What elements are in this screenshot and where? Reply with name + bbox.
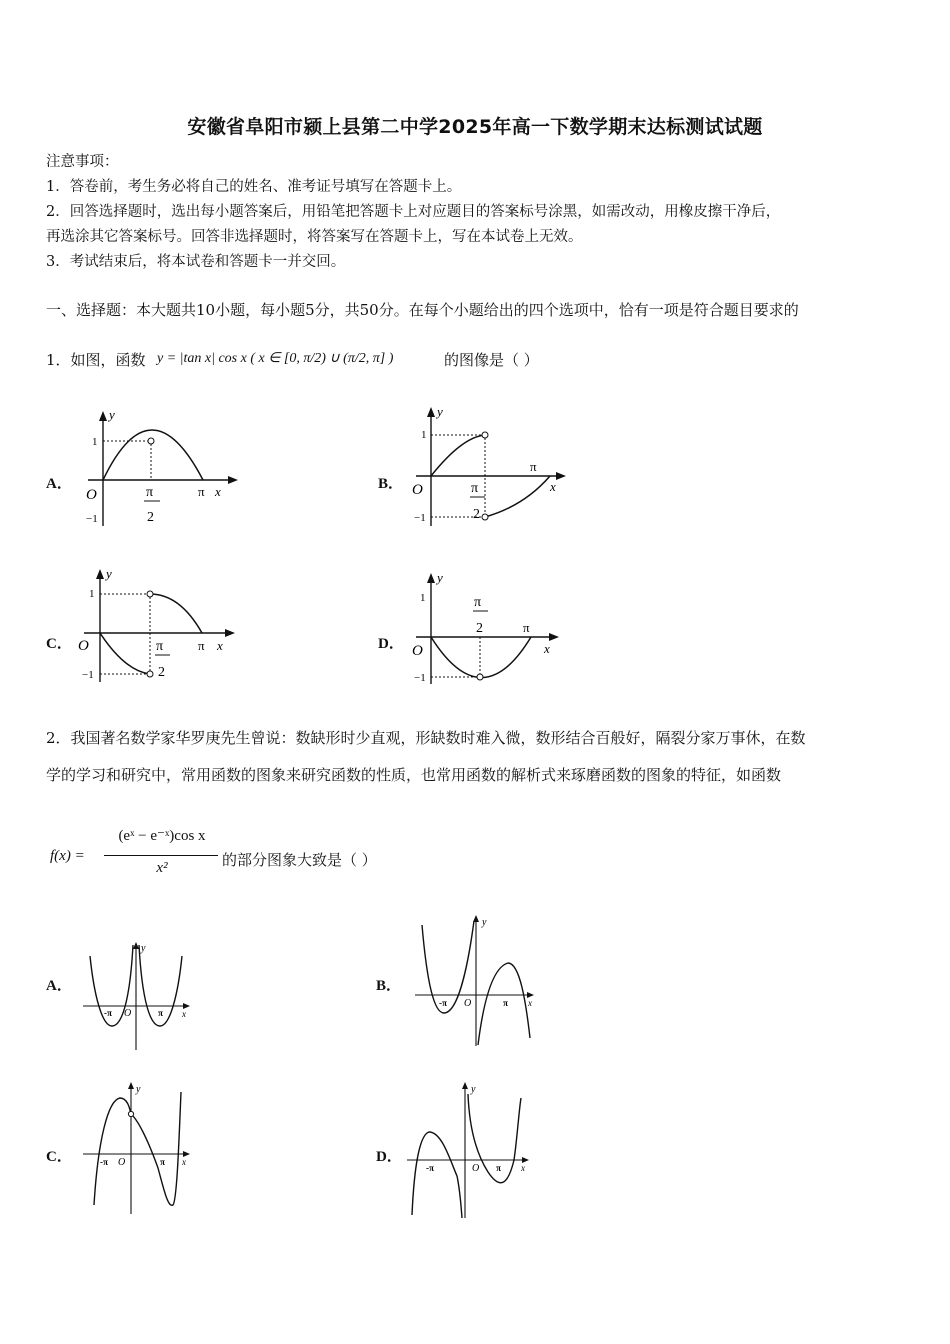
pi-label: π [198,484,205,499]
q1-graph-b [404,404,574,530]
y-arrow [133,942,139,949]
x-arrow [225,629,235,637]
x-label: x [528,998,532,1008]
q2-formula-lhs: f(x) = [50,848,85,864]
open-point-bottom [482,514,488,520]
notes-item-1: 1．答卷前，考生务必将自己的姓名、准考证号填写在答题卡上。 [46,179,462,195]
y-label: y [437,570,443,585]
q2-option-c-label: C． [46,1149,72,1165]
q2-graph-b [412,913,542,1048]
section-heading: 一、选择题：本大题共10小题，每小题5分，共50分。在每个小题给出的四个选项中，恰有一项是符合题目要求的 [46,301,799,319]
notes-heading: 注意事项： [46,154,119,170]
notes-item-2: 2．回答选择题时，选出每小题答案后，用铅笔把答题卡上对应题目的答案标号涂黑，如需改动，用橡皮擦干净后， [46,204,781,220]
pi-label: π [496,1163,501,1173]
curve-left [100,633,150,674]
neg-pi-label: -π [426,1163,434,1173]
open-point [477,674,483,680]
tick-1: 1 [421,429,427,441]
x-label: x [550,479,556,494]
y-arrow [473,915,479,922]
curve-right [485,476,550,517]
open-point-bottom [147,671,153,677]
q2-graph-c [80,1080,200,1216]
q1-option-d-label: D． [378,636,404,652]
x-arrow [228,476,238,484]
tick-1: 1 [89,588,95,600]
q1-option-a-label: A． [46,476,72,492]
y-label: y [437,404,443,419]
open-point-top [147,591,153,597]
q1-graph-a [78,408,248,533]
y-arrow [99,411,107,421]
y-label: y [106,566,112,581]
pi-label: π [523,620,530,635]
x-label: x [182,1157,186,1167]
q1-formula: y = |tan x| cos x ( x ∈ [0, π/2) ∪ (π/2, π] ) [157,351,394,366]
pi-label: π [158,1008,163,1018]
pi2-den: 2 [158,665,165,680]
y-arrow [462,1082,468,1089]
tick-neg1: −1 [414,672,426,684]
origin-label: O [86,487,97,503]
open-point-top [482,432,488,438]
pi-label: π [530,459,537,474]
y-arrow [427,573,435,583]
q2-option-b-label: B． [376,978,402,994]
q2-option-d-label: D． [376,1149,402,1165]
tick-neg1: −1 [82,669,94,681]
x-arrow [549,633,559,641]
curve-left [412,1132,462,1218]
q1-suffix: 的图像是（ ） [444,351,539,369]
q2-fraction-bar [104,855,218,856]
origin-label: O [472,1163,480,1174]
pi2-num: π [146,485,154,500]
pi2-den: 2 [476,621,483,636]
pi2-num: π [156,639,164,654]
q1-option-b-label: B． [378,476,404,492]
pi-label: π [198,638,205,653]
tick-neg1: −1 [86,513,98,525]
y-label: y [136,1084,141,1095]
origin-label: O [124,1008,132,1019]
q1-prefix: 1．如图，函数 [46,351,146,369]
curve-right [150,594,202,633]
q2-graph-a [80,940,200,1052]
pi2-num: π [471,481,479,496]
open-point [128,1111,133,1116]
q2-formula-denominator: x² [156,860,168,876]
origin-label: O [78,638,89,654]
y-label: y [109,408,115,422]
y-label: y [141,943,146,954]
q2-formula-numerator: (eˣ − e⁻ˣ)cos x [118,828,206,844]
origin-label: O [118,1157,126,1168]
q2-line-1: 2．我国著名数学家华罗庚先生曾说：数缺形时少直观，形缺数时难入微，数形结合百般好，隔裂分家万事休，在数 [46,729,806,747]
x-label: x [215,484,221,499]
pi2-num: π [474,595,482,610]
tick-neg1: −1 [414,512,426,524]
x-arrow [556,472,566,480]
neg-pi-label: -π [439,998,447,1008]
pi-label: π [160,1157,165,1167]
curve [431,637,531,678]
origin-label: O [464,998,472,1009]
y-arrow [96,569,104,579]
q1-graph-d [404,570,569,686]
notes-item-2-cont: 再选涂其它答案标号。回答非选择题时，将答案写在答题卡上，写在本试卷上无效。 [46,229,583,245]
origin-label: O [412,482,423,498]
tick-1: 1 [420,592,426,604]
open-point [148,438,154,444]
q2-option-a-label: A． [46,978,72,994]
pi-label: π [503,998,508,1008]
y-arrow [427,407,435,417]
q2-line-2: 学的学习和研究中，常用函数的图象来研究函数的性质，也常用函数的解析式来琢磨函数的图象的特征，如函数 [46,766,782,784]
q1-graph-c [70,566,245,686]
curve-left [94,1098,131,1205]
curve-right [131,1092,181,1205]
page-title: 安徽省阜阳市颍上县第二中学2025年高一下数学期末达标测试试题 [187,116,763,138]
pi2-den: 2 [473,507,480,522]
curve [103,430,203,480]
x-label: x [544,641,550,656]
curve-left [431,435,485,476]
q2-suffix: 的部分图象大致是（ ） [222,851,377,869]
pi2-den: 2 [147,510,154,525]
notes-item-3: 3．考试结束后，将本试卷和答题卡一并交回。 [46,254,346,270]
x-label: x [521,1163,525,1173]
neg-pi-label: -π [104,1008,112,1018]
tick-1: 1 [92,436,98,448]
q1-option-c-label: C． [46,636,72,652]
x-label: x [217,638,223,653]
y-arrow [128,1082,134,1089]
neg-pi-label: -π [100,1157,108,1167]
y-label: y [471,1084,476,1095]
x-label: x [182,1009,186,1019]
y-label: y [482,917,487,928]
q2-graph-d [404,1080,534,1220]
origin-label: O [412,643,423,659]
